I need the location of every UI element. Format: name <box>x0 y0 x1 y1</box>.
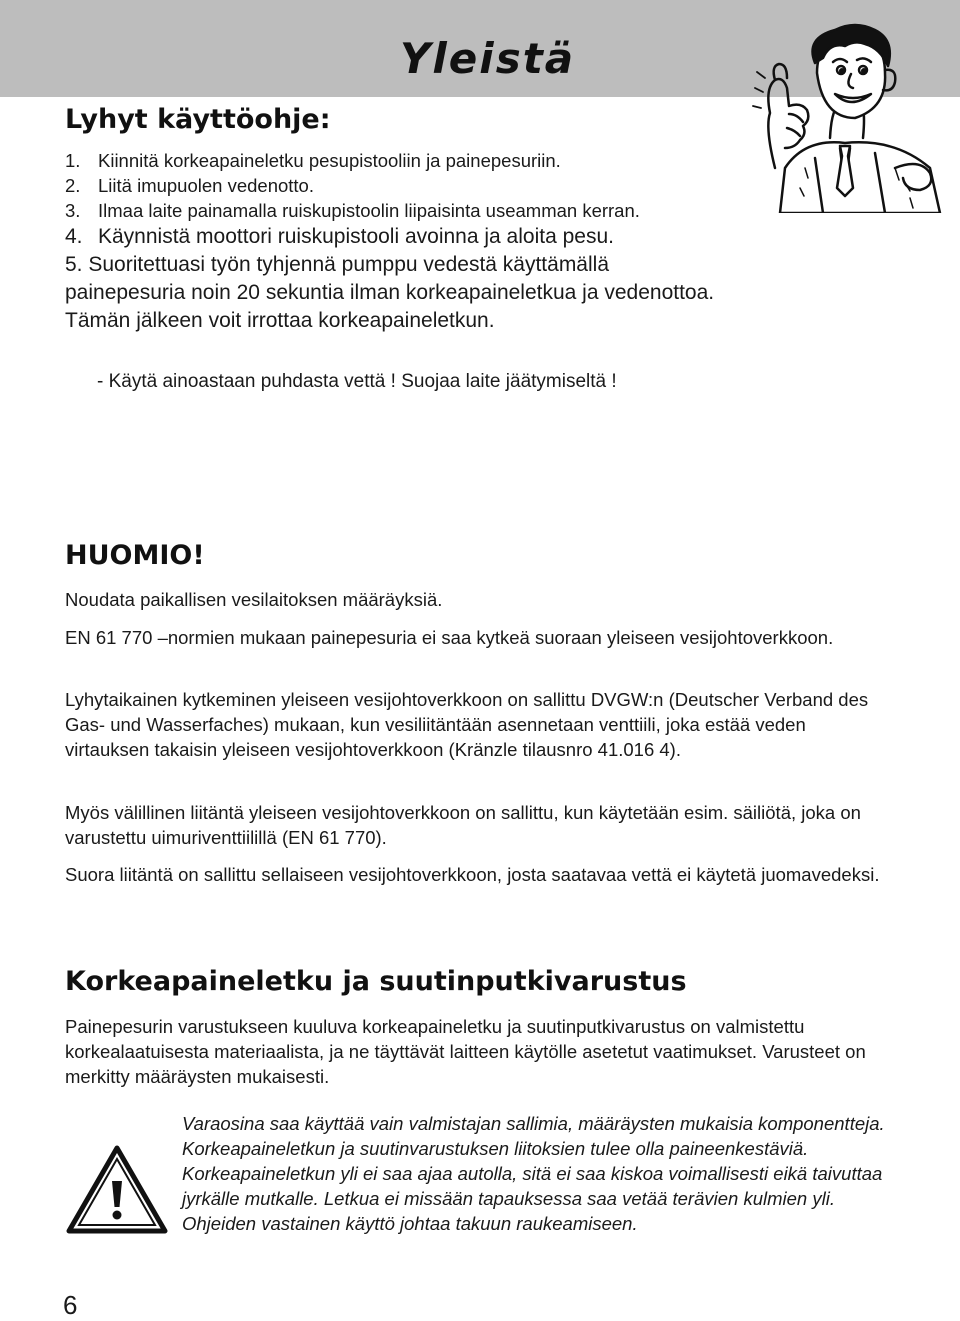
step-item <box>65 173 725 198</box>
warning-text: Varaosina saa käyttää vain valmistajan sallimia, määräysten mukaisia komponentteja. Korkeapaineletkun ja suutinvarustuksen liitoksien tulee olla paineenkestäviä. Korkeapaineletkun yli ei saa ajaa autolla, sitä ei saa kiskoa voimallisesti eikä taivuttaa jyrkälle mutkalle. Letkua ei missään tapauksessa saa vetää terävien kulmien yli. Ohjeiden vastainen käyttö johtaa takuun raukeamiseen. <box>182 1113 885 1234</box>
step-text: Suoritettuasi työn tyhjennä pumppu vedestä käyttämällä painepesuria noin 20 sekuntia ilman korkeapaineletkua ja vedenottoa. Tämän jälkeen voit irrottaa korkeapaineletkun. <box>65 253 715 332</box>
step-item <box>65 223 725 251</box>
huomio-heading: HUOMIO! <box>65 540 205 571</box>
quick-guide-heading: Lyhyt käyttöohje: <box>65 104 331 135</box>
step-number: 2. <box>65 175 81 196</box>
page-number: 6 <box>63 1290 78 1320</box>
quick-guide-steps <box>65 148 725 335</box>
step-text: Kiinnitä korkeapaineletku pesupistooliin ja painepesuriin. <box>98 150 561 171</box>
warning-triangle-icon <box>66 1145 168 1235</box>
hose-section-paragraph: Painepesurin varustukseen kuuluva korkeapaineletku ja suutinputkivarustus on valmistettu korkealaatuisesta materiaalista, ja ne täyttävät laitteen käytölle asetetut vaatimukset. Varusteet on merkitty määräysten mukaisesti. <box>65 1016 866 1087</box>
huomio-paragraph: Noudata paikallisen vesilaitoksen määräyksiä. <box>65 589 443 610</box>
huomio-paragraph: EN 61 770 –normien mukaan painepesuria ei saa kytkeä suoraan yleiseen vesijohtoverkkoon. <box>65 627 834 648</box>
step-number: 4. <box>65 225 83 248</box>
step-number: 1. <box>65 150 81 171</box>
step-number: 3. <box>65 200 81 221</box>
hose-section-heading: Korkeapaineletku ja suutinputkivarustus <box>65 966 687 997</box>
step-item <box>65 251 725 335</box>
water-note: - Käytä ainoastaan puhdasta vettä ! Suojaa laite jäätymiseltä ! <box>97 371 617 392</box>
thumbs-up-man-icon <box>745 18 945 213</box>
step-number: 5. <box>65 253 83 276</box>
huomio-paragraph: Suora liitäntä on sallittu sellaiseen vesijohtoverkkoon, josta saatavaa vettä ei käytetä juomavedeksi. <box>65 864 880 885</box>
step-item <box>65 148 725 173</box>
step-text: Ilmaa laite painamalla ruiskupistoolin liipaisinta useamman kerran. <box>98 200 640 221</box>
section-title: Yleistä <box>400 34 576 83</box>
step-item <box>65 198 725 223</box>
step-text: Käynnistä moottori ruiskupistooli avoinna ja aloita pesu. <box>98 225 614 248</box>
step-text: Liitä imupuolen vedenotto. <box>98 175 314 196</box>
huomio-paragraph: Myös välillinen liitäntä yleiseen vesijohtoverkkoon on sallittu, kun käytetään esim. säiliötä, joka on varustettu uimuriventtiilillä (EN 61 770). <box>65 802 861 848</box>
huomio-paragraph: Lyhytaikainen kytkeminen yleiseen vesijohtoverkkoon on sallittu DVGW:n (Deutscher Verband des Gas- und Wasserfaches) mukaan, kun vesiliitäntään asennetaan venttiili, joka estää veden virtauksen takaisin yleiseen vesijohtoverkkoon (Kränzle tilausnro 41.016 4). <box>65 689 869 760</box>
